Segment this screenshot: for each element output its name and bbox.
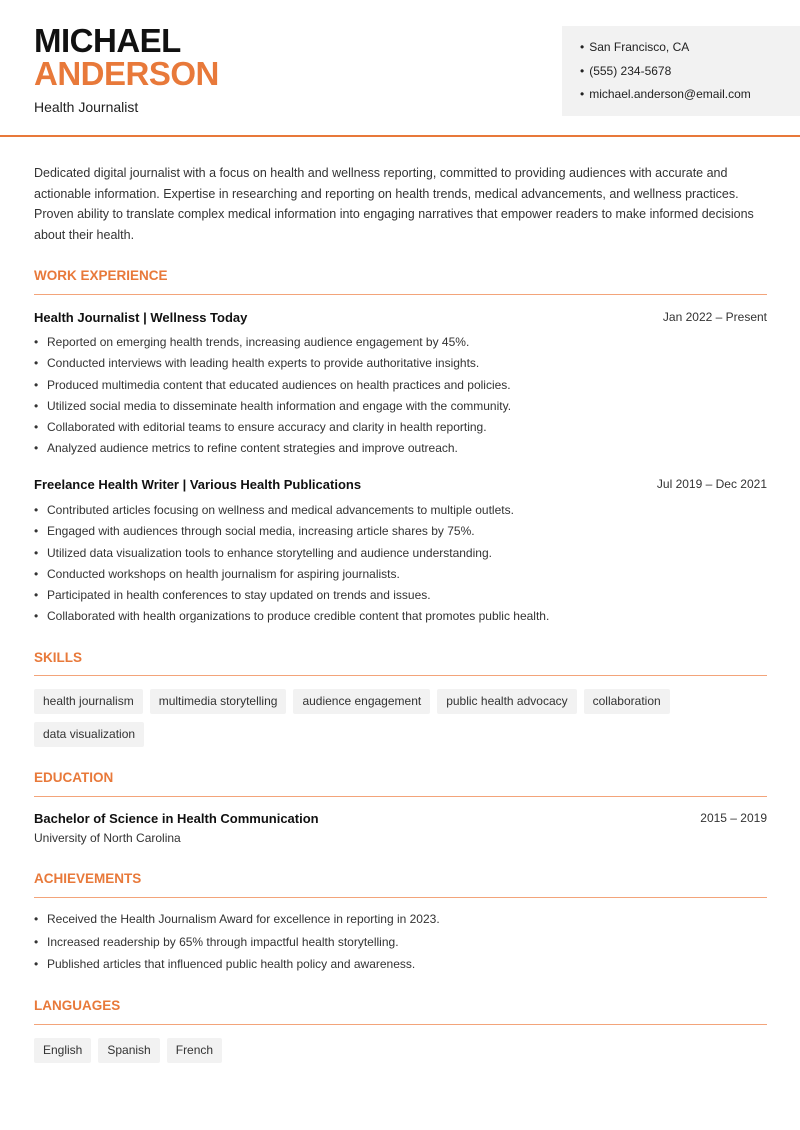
languages-heading: LANGUAGES bbox=[34, 998, 121, 1013]
last-name: ANDERSON bbox=[34, 55, 219, 92]
education-header bbox=[34, 811, 767, 831]
list-item: • Collaborated with editorial teams to ensure accuracy and clarity in health reporting. bbox=[34, 417, 767, 438]
degree: Bachelor of Science in Health Communication bbox=[34, 811, 319, 826]
skill-tag: health journalism bbox=[34, 689, 143, 714]
summary-paragraph: Dedicated digital journalist with a focus on health and wellness reporting, committed to providing audiences with accurate and actionable information. Expertise in researching and reporting on health trends, medical advancements, and wellness practices. Proven ability to translate complex medical information into engaging narratives that empower readers to make informed decisions about their health. bbox=[34, 166, 754, 243]
skill-tag: audience engagement bbox=[293, 689, 430, 714]
skills-divider bbox=[34, 675, 767, 676]
list-item: • Increased readership by 65% through impactful health storytelling. bbox=[34, 932, 767, 955]
list-item: • Participated in health conferences to stay updated on trends and issues. bbox=[34, 585, 767, 606]
education-heading: EDUCATION bbox=[34, 770, 114, 785]
skill-tag: collaboration bbox=[584, 689, 670, 714]
list-item: • Reported on emerging health trends, increasing audience engagement by 45%. bbox=[34, 332, 767, 353]
language-tag: Spanish bbox=[98, 1038, 159, 1063]
job-title-company: Health Journalist | Wellness Today bbox=[34, 310, 248, 325]
job-bullets bbox=[34, 500, 767, 628]
resume-header bbox=[0, 0, 800, 137]
list-item: • Published articles that influenced public health policy and awareness. bbox=[34, 954, 767, 977]
job-header bbox=[34, 477, 767, 497]
skill-tag: data visualization bbox=[34, 722, 144, 747]
skill-tag: public health advocacy bbox=[437, 689, 576, 714]
achievements-list bbox=[34, 909, 767, 977]
contact-phone: • (555) 234-5678 bbox=[580, 60, 800, 84]
achievements-divider bbox=[34, 897, 767, 898]
contact-email: • michael.anderson@email.com bbox=[580, 83, 800, 107]
job-title-company: Freelance Health Writer | Various Health Publications bbox=[34, 477, 362, 492]
school-name: University of North Carolina bbox=[34, 831, 181, 845]
job-bullets bbox=[34, 332, 767, 460]
list-item: • Produced multimedia content that educated audiences on health practices and policies. bbox=[34, 375, 767, 396]
language-tag: French bbox=[167, 1038, 222, 1063]
job-dates: Jan 2022 – Present bbox=[662, 310, 767, 324]
job-title: Health Journalist bbox=[34, 99, 139, 115]
first-name: MICHAEL bbox=[34, 22, 181, 59]
contact-location: • San Francisco, CA bbox=[580, 36, 800, 60]
list-item: • Received the Health Journalism Award for excellence in reporting in 2023. bbox=[34, 909, 767, 932]
list-item: • Utilized social media to disseminate health information and engage with the community. bbox=[34, 396, 767, 417]
work-experience-divider bbox=[34, 294, 767, 295]
list-item: • Collaborated with health organizations to produce credible content that promotes public health. bbox=[34, 606, 767, 627]
achievements-heading: ACHIEVEMENTS bbox=[34, 871, 142, 886]
skill-tag: multimedia storytelling bbox=[150, 689, 287, 714]
list-item: • Conducted interviews with leading health experts to provide authoritative insights. bbox=[34, 353, 767, 374]
language-tags bbox=[34, 1038, 767, 1063]
job-header bbox=[34, 310, 767, 330]
language-tag: English bbox=[34, 1038, 91, 1063]
education-divider bbox=[34, 796, 767, 797]
skills-heading: SKILLS bbox=[34, 650, 83, 665]
list-item: • Contributed articles focusing on wellness and medical advancements to multiple outlets. bbox=[34, 500, 767, 521]
job-dates: Jul 2019 – Dec 2021 bbox=[656, 477, 767, 491]
languages-divider bbox=[34, 1024, 767, 1025]
list-item: • Engaged with audiences through social media, increasing article shares by 75%. bbox=[34, 521, 767, 542]
list-item: • Utilized data visualization tools to enhance storytelling and audience understanding. bbox=[34, 543, 767, 564]
contact-box bbox=[562, 26, 800, 116]
skills-tags bbox=[34, 689, 767, 747]
work-experience-heading: WORK EXPERIENCE bbox=[34, 268, 168, 283]
list-item: • Conducted workshops on health journalism for aspiring journalists. bbox=[34, 564, 767, 585]
education-dates: 2015 – 2019 bbox=[700, 811, 767, 825]
list-item: • Analyzed audience metrics to refine content strategies and improve outreach. bbox=[34, 438, 767, 459]
